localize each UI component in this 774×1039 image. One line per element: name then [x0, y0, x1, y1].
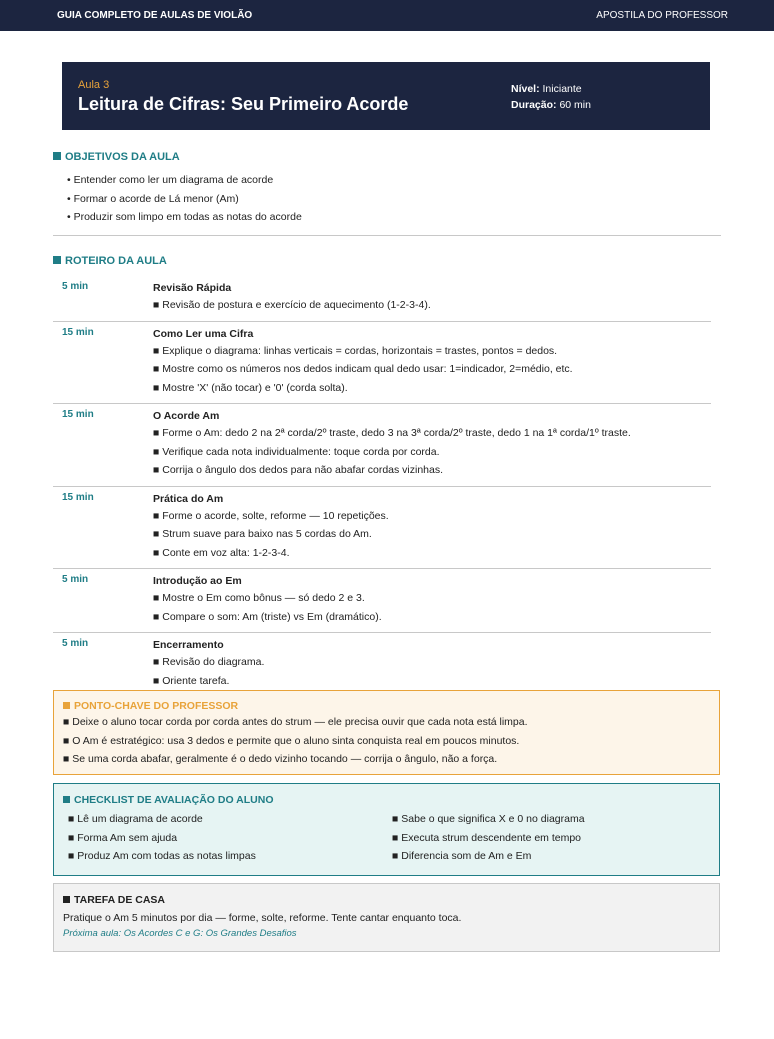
agenda-step-item: ■ Explique o diagrama: linhas verticais = cordas, horizontais = trastes, pontos = dedos.: [153, 344, 558, 357]
square-bullet-icon: [63, 702, 70, 709]
key-point-item: ■ Se uma corda abafar, geralmente é o dedo vizinho tocando — corrija o ângulo, não a força.: [63, 753, 498, 765]
homework-text: Pratique o Am 5 minutos por dia — forme, solte, reforme. Tente cantar enquanto toca.: [63, 912, 462, 924]
agenda-row: [53, 569, 711, 633]
checklist-item: ■ Produz Am com todas as notas limpas: [68, 850, 256, 862]
duration-value: 60 min: [559, 99, 591, 111]
square-bullet-icon: [63, 896, 70, 903]
checklist-grid: [63, 810, 710, 866]
agenda-step-title: O Acorde Am: [153, 410, 220, 422]
square-bullet-icon: [53, 256, 61, 264]
checklist-heading: [63, 793, 710, 807]
agenda-step-item: ■ Verifique cada nota individualmente: toque corda por corda.: [153, 445, 440, 458]
agenda-step-title: Como Ler uma Cifra: [153, 327, 254, 340]
agenda-time: 5 min: [62, 638, 89, 649]
agenda-step-title: Introdução ao Em: [153, 575, 242, 587]
top-header-bar: [0, 0, 774, 31]
level-label: Nível:: [511, 83, 540, 95]
key-point-heading-text: PONTO-CHAVE DO PROFESSOR: [74, 700, 239, 712]
lesson-title: Leitura de Cifras: Seu Primeiro Acorde: [78, 94, 409, 114]
square-bullet-icon: [63, 796, 70, 803]
objective-item: • Produzir som limpo em todas as notas do acorde: [67, 211, 302, 223]
agenda-table: [53, 276, 711, 696]
agenda-step-item: ■ Forme o acorde, solte, reforme — 10 repetições.: [153, 509, 389, 522]
agenda-step-item: ■ Mostre como os números nos dedos indicam qual dedo usar: 1=indicador, 2=médio, etc.: [153, 363, 573, 375]
square-bullet-icon: [53, 152, 61, 160]
agenda-step-item: ■ Mostre 'X' (não tocar) e '0' (corda solta).: [153, 381, 348, 394]
agenda-step-item: ■ Conte em voz alta: 1-2-3-4.: [153, 546, 290, 559]
lesson-header: [62, 62, 710, 130]
objectives-list: [67, 171, 302, 227]
checklist-item: ■ Sabe o que significa X e 0 no diagrama: [392, 813, 585, 825]
agenda-heading-text: ROTEIRO DA AULA: [65, 255, 167, 267]
objective-item: • Formar o acorde de Lá menor (Am): [67, 192, 239, 205]
key-point-item: ■ O Am é estratégico: usa 3 dedos e permite que o aluno sinta conquista real em poucos minutos.: [63, 734, 520, 747]
agenda-row: [53, 404, 711, 487]
lesson-meta: [511, 81, 591, 113]
level-value: Iniciante: [542, 83, 582, 95]
key-point-heading: [63, 699, 710, 713]
checklist-item: ■ Forma Am sem ajuda: [68, 831, 178, 844]
agenda-time: 5 min: [62, 281, 89, 292]
checklist-item: ■ Executa strum descendente em tempo: [392, 831, 582, 844]
agenda-step-item: ■ Mostre o Em como bônus — só dedo 2 e 3.: [153, 592, 365, 604]
agenda-step-title: Encerramento: [153, 639, 224, 651]
assessment-checklist-box: [53, 783, 720, 876]
checklist-heading-text: CHECKLIST DE AVALIAÇÃO DO ALUNO: [74, 794, 274, 806]
agenda-step-item: ■ Compare o som: Am (triste) vs Em (dramático).: [153, 610, 382, 623]
guide-title: GUIA COMPLETO DE AULAS DE VIOLÃO: [57, 10, 253, 21]
agenda-step-item: ■ Forme o Am: dedo 2 na 2ª corda/2º traste, dedo 3 na 3ª corda/2º traste, dedo 1 na 1ª corda/1º traste.: [153, 427, 631, 439]
checklist-item: ■ Diferencia som de Am e Em: [392, 850, 532, 862]
agenda-step-item: ■ Strum suave para baixo nas 5 cordas do Am.: [153, 528, 372, 540]
key-point-box: [53, 690, 720, 775]
agenda-time: 15 min: [62, 409, 94, 420]
objective-item: • Entender como ler um diagrama de acorde: [67, 174, 274, 186]
lesson-number: Aula 3: [78, 79, 110, 91]
agenda-time: 15 min: [62, 326, 94, 338]
agenda-time: 15 min: [62, 491, 94, 503]
booklet-label: APOSTILA DO PROFESSOR: [596, 10, 728, 21]
next-lesson-note: Próxima aula: Os Acordes C e G: Os Grandes Desafios: [63, 928, 297, 939]
agenda-row: [53, 322, 711, 405]
homework-heading-text: TAREFA DE CASA: [74, 894, 166, 906]
agenda-row: [53, 276, 711, 322]
homework-box: [53, 883, 720, 952]
agenda-step-item: ■ Oriente tarefa.: [153, 674, 230, 687]
agenda-step-item: ■ Revisão do diagrama.: [153, 656, 265, 668]
agenda-heading: [53, 255, 167, 267]
duration-label: Duração:: [511, 99, 557, 111]
agenda-time: 5 min: [62, 574, 89, 585]
objectives-heading-text: OBJETIVOS DA AULA: [65, 151, 180, 163]
agenda-row: [53, 487, 711, 570]
homework-heading: [63, 893, 710, 907]
agenda-row: [53, 633, 711, 696]
agenda-step-title: Revisão Rápida: [153, 282, 232, 294]
agenda-step-item: ■ Corrija o ângulo dos dedos para não abafar cordas vizinhas.: [153, 464, 444, 476]
key-point-item: ■ Deixe o aluno tocar corda por corda antes do strum — ele precisa ouvir que cada nota está limpa.: [63, 716, 528, 728]
objectives-heading: [53, 151, 180, 163]
checklist-item: ■ Lê um diagrama de acorde: [68, 813, 203, 825]
agenda-step-item: ■ Revisão de postura e exercício de aquecimento (1-2-3-4).: [153, 299, 431, 311]
divider: [53, 235, 721, 236]
agenda-step-title: Prática do Am: [153, 492, 224, 505]
